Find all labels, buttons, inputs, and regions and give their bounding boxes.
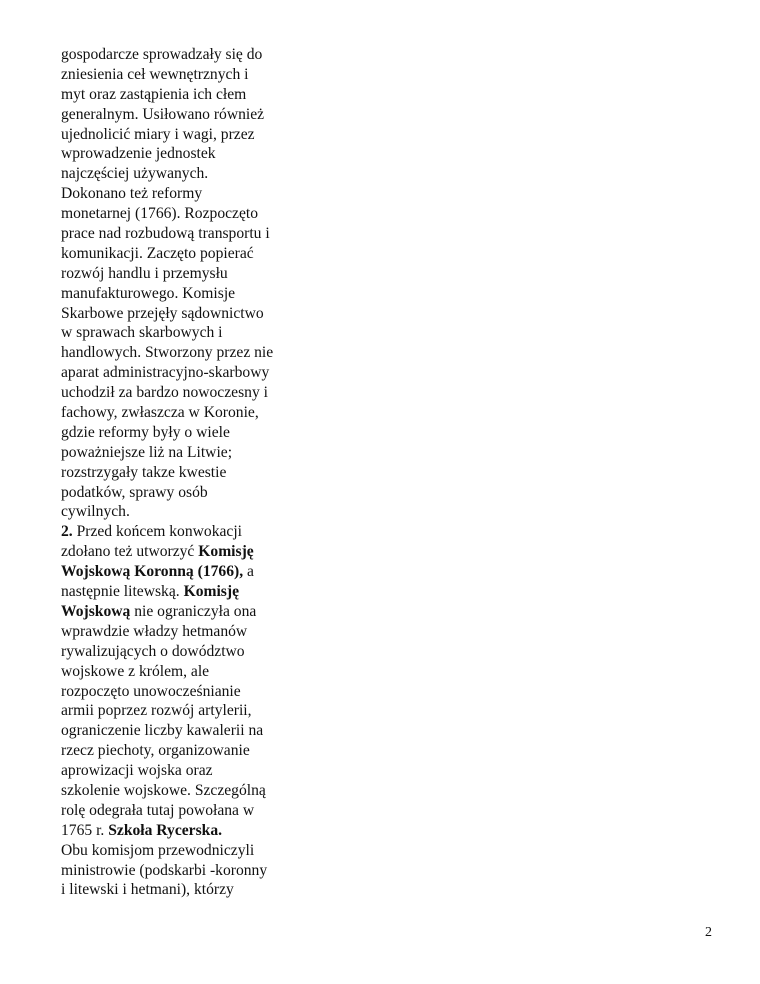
text-segment: rozwój handlu i przemysłu — [61, 264, 228, 282]
text-line — [61, 65, 307, 85]
text-line — [61, 502, 307, 522]
text-segment: następnie litewską. — [61, 583, 184, 601]
text-segment: rozpoczęto unowocześnianie — [61, 682, 241, 700]
text-segment: w sprawach skarbowych i — [61, 324, 223, 342]
text-line — [61, 423, 307, 443]
text-line — [61, 403, 307, 423]
text-segment: aprowizacji wojska oraz — [61, 762, 213, 780]
text-line — [61, 443, 307, 463]
text-segment: rozstrzygały takze kwestie — [61, 463, 227, 481]
text-line — [61, 821, 307, 841]
text-line — [61, 761, 307, 781]
text-segment: handlowych. Stworzony przez nie — [61, 344, 274, 362]
text-segment: komunikacji. Zaczęto popierać — [61, 244, 254, 262]
body-text — [61, 45, 307, 900]
text-segment: prace nad rozbudową transportu i — [61, 225, 270, 243]
text-line — [61, 304, 307, 324]
text-segment: i litewski i hetmani), którzy — [61, 881, 234, 899]
text-segment: 1765 r. — [61, 821, 109, 839]
text-segment: wojskowe z królem, ale — [61, 662, 210, 680]
text-segment: rzecz piechoty, organizowanie — [61, 742, 250, 760]
text-line — [61, 284, 307, 304]
text-line — [61, 184, 307, 204]
text-line — [61, 801, 307, 821]
text-line — [61, 841, 307, 861]
text-segment: zdołano też utworzyć — [61, 543, 199, 561]
text-segment: rolę odegrała tutaj powołana w — [61, 801, 255, 819]
text-segment: nie ograniczyła ona — [130, 602, 257, 620]
bold-text: Wojskową Koronną (1766), — [61, 563, 244, 581]
text-line — [61, 483, 307, 503]
text-line — [61, 45, 307, 65]
text-line — [61, 224, 307, 244]
text-line — [61, 861, 307, 881]
text-line — [61, 662, 307, 682]
text-line — [61, 781, 307, 801]
text-segment: ograniczenie liczby kawalerii na — [61, 722, 264, 740]
text-line — [61, 85, 307, 105]
text-segment: armii poprzez rozwój artylerii, — [61, 702, 252, 720]
text-segment: gdzie reformy były o wiele — [61, 423, 230, 441]
text-line — [61, 323, 307, 343]
text-line — [61, 244, 307, 264]
text-line — [61, 204, 307, 224]
text-line — [61, 125, 307, 145]
text-line — [61, 144, 307, 164]
text-segment: gospodarcze sprowadzały się do — [61, 46, 263, 63]
bold-text: 2. — [61, 523, 73, 541]
text-segment: ministrowie (podskarbi -koronny — [61, 861, 268, 879]
text-line — [61, 602, 307, 622]
text-segment: Skarbowe przejęły sądownictwo — [61, 304, 264, 322]
text-segment: szkolenie wojskowe. Szczególną — [61, 781, 266, 799]
text-line — [61, 343, 307, 363]
text-line — [61, 562, 307, 582]
text-line — [61, 622, 307, 642]
text-segment: rywalizujących o dowództwo — [61, 642, 245, 660]
text-segment: manufakturowego. Komisje — [61, 284, 236, 302]
text-segment: najczęściej używanych. — [61, 165, 209, 183]
text-line — [61, 701, 307, 721]
text-segment: wprowadzenie jednostek — [61, 145, 216, 163]
text-line — [61, 463, 307, 483]
text-segment: Przed końcem konwokacji — [72, 523, 243, 541]
text-segment: wprawdzie władzy hetmanów — [61, 622, 248, 640]
page-number: 2 — [705, 925, 712, 940]
text-segment: Obu komisjom przewodniczyli — [61, 841, 255, 859]
text-segment: poważniejsze liż na Litwie; — [61, 443, 233, 461]
text-line — [61, 682, 307, 702]
text-line — [61, 522, 307, 542]
text-segment: myt oraz zastąpienia ich cłem — [61, 85, 247, 103]
text-segment: podatków, sprawy osób — [61, 483, 208, 501]
text-line — [61, 542, 307, 562]
bold-text: Komisję — [183, 583, 239, 601]
bold-text: Komisję — [198, 543, 254, 561]
text-line — [61, 642, 307, 662]
text-line — [61, 105, 307, 125]
text-segment: ujednolicić miary i wagi, przez — [61, 125, 255, 143]
text-line — [61, 383, 307, 403]
text-line — [61, 582, 307, 602]
text-line — [61, 164, 307, 184]
text-segment: Dokonano też reformy — [61, 185, 203, 203]
bold-text: Wojskową — [61, 602, 131, 620]
text-segment: zniesienia ceł wewnętrznych i — [61, 65, 249, 83]
text-segment: generalnym. Usiłowano również — [61, 105, 265, 123]
text-segment: cywilnych. — [61, 503, 130, 521]
text-segment: aparat administracyjno-skarbowy — [61, 364, 270, 382]
text-line — [61, 264, 307, 284]
text-line — [61, 363, 307, 383]
text-line — [61, 741, 307, 761]
text-segment: monetarnej (1766). Rozpoczęto — [61, 205, 259, 223]
text-line — [61, 721, 307, 741]
bold-text: Szkoła Rycerska. — [108, 821, 223, 839]
text-segment: uchodził za bardzo nowoczesny i — [61, 384, 268, 402]
text-segment: fachowy, zwłaszcza w Koronie, — [61, 404, 259, 422]
text-segment: a — [243, 563, 254, 581]
text-line — [61, 880, 307, 900]
